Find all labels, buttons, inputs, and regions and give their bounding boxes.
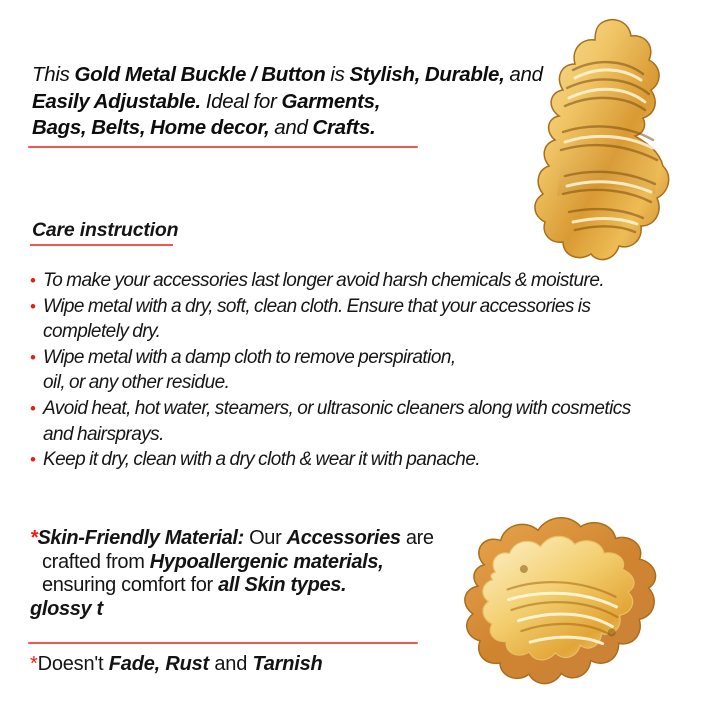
text-segment: glossy t <box>30 597 103 620</box>
gold-buckle-back-photo <box>447 496 693 702</box>
text-segment: Easily Adjustable. <box>32 89 201 113</box>
care-list-item <box>30 396 685 447</box>
care-list-line <box>30 396 685 422</box>
care-list-line <box>30 447 685 473</box>
text-segment: and <box>209 653 253 675</box>
text-segment: and <box>269 116 313 139</box>
care-list-text: completely dry. <box>43 321 161 343</box>
text-segment: * <box>30 653 38 675</box>
care-list-line <box>30 422 685 448</box>
care-list-item <box>30 268 685 294</box>
text-segment: Skin-Friendly Material: <box>37 527 244 549</box>
care-list-text: Keep it dry, clean with a dry cloth & wear it with panache. <box>43 449 481 471</box>
skin-line <box>30 598 450 622</box>
gold-buckle-front-photo <box>517 14 685 269</box>
bullet-icon: • <box>30 271 36 290</box>
skin-line <box>30 551 450 575</box>
text-segment: Ideal for <box>200 89 282 113</box>
doesnt-fade-line <box>30 653 323 676</box>
care-list-text: To make your accessories last longer avoid harsh chemicals & moisture. <box>43 270 605 291</box>
text-segment: ensuring comfort for <box>42 574 219 597</box>
text-segment: Bags, Belts, Home decor, <box>32 116 270 139</box>
text-segment: Doesn't <box>37 653 109 675</box>
text-segment: crafted from <box>42 550 150 573</box>
text-segment: Stylish, Durable, <box>349 63 505 86</box>
care-list-line <box>30 370 685 396</box>
bullet-icon: • <box>30 450 36 470</box>
intro-underline-rule <box>28 146 418 148</box>
bullet-icon: • <box>30 296 36 316</box>
care-list-item <box>30 447 685 473</box>
care-list-item <box>30 345 685 396</box>
bottom-divider-rule <box>28 642 418 644</box>
text-segment: This <box>32 63 75 86</box>
care-list-text: oil, or any other residue. <box>43 372 230 394</box>
intro-line <box>32 115 592 142</box>
skin-line <box>30 527 450 551</box>
intro-paragraph <box>32 62 592 142</box>
text-segment: Fade, Rust <box>108 653 209 675</box>
care-list-item <box>30 294 685 345</box>
care-list-line <box>30 319 685 345</box>
care-list-text: Avoid heat, hot water, steamers, or ultrasonic cleaners along with cosmetics <box>43 397 631 419</box>
text-segment: Tarnish <box>252 653 323 675</box>
care-instruction-list <box>30 268 685 473</box>
text-segment: and <box>504 63 543 86</box>
care-list-text: and hairsprays. <box>43 423 164 445</box>
text-segment: Crafts. <box>312 116 376 139</box>
care-list-line <box>30 268 685 294</box>
text-segment: Accessories <box>286 527 401 549</box>
text-segment: * <box>30 527 38 549</box>
text-segment: Hypoallergenic materials, <box>149 550 384 573</box>
bullet-icon: • <box>30 398 36 418</box>
text-segment: is <box>325 63 350 86</box>
care-list-line <box>30 294 685 320</box>
intro-line <box>32 89 592 116</box>
care-instruction-heading: Care instruction <box>32 219 179 241</box>
skin-friendly-paragraph <box>30 527 450 621</box>
care-list-text: Wipe metal with a dry, soft, clean cloth. Ensure that your accessories is <box>43 295 591 317</box>
bullet-icon: • <box>30 347 36 367</box>
care-heading-underline-rule <box>30 244 173 246</box>
care-list-line <box>30 345 685 371</box>
text-segment: Our <box>243 527 287 549</box>
text-segment: Gold Metal Buckle / Button <box>74 63 326 86</box>
text-segment: are <box>400 527 434 549</box>
care-list-text: Wipe metal with a damp cloth to remove perspiration, <box>43 346 456 368</box>
skin-line <box>30 574 450 598</box>
text-segment: Garments, <box>281 89 381 113</box>
intro-line <box>32 62 592 89</box>
text-segment: all Skin types. <box>218 574 347 597</box>
